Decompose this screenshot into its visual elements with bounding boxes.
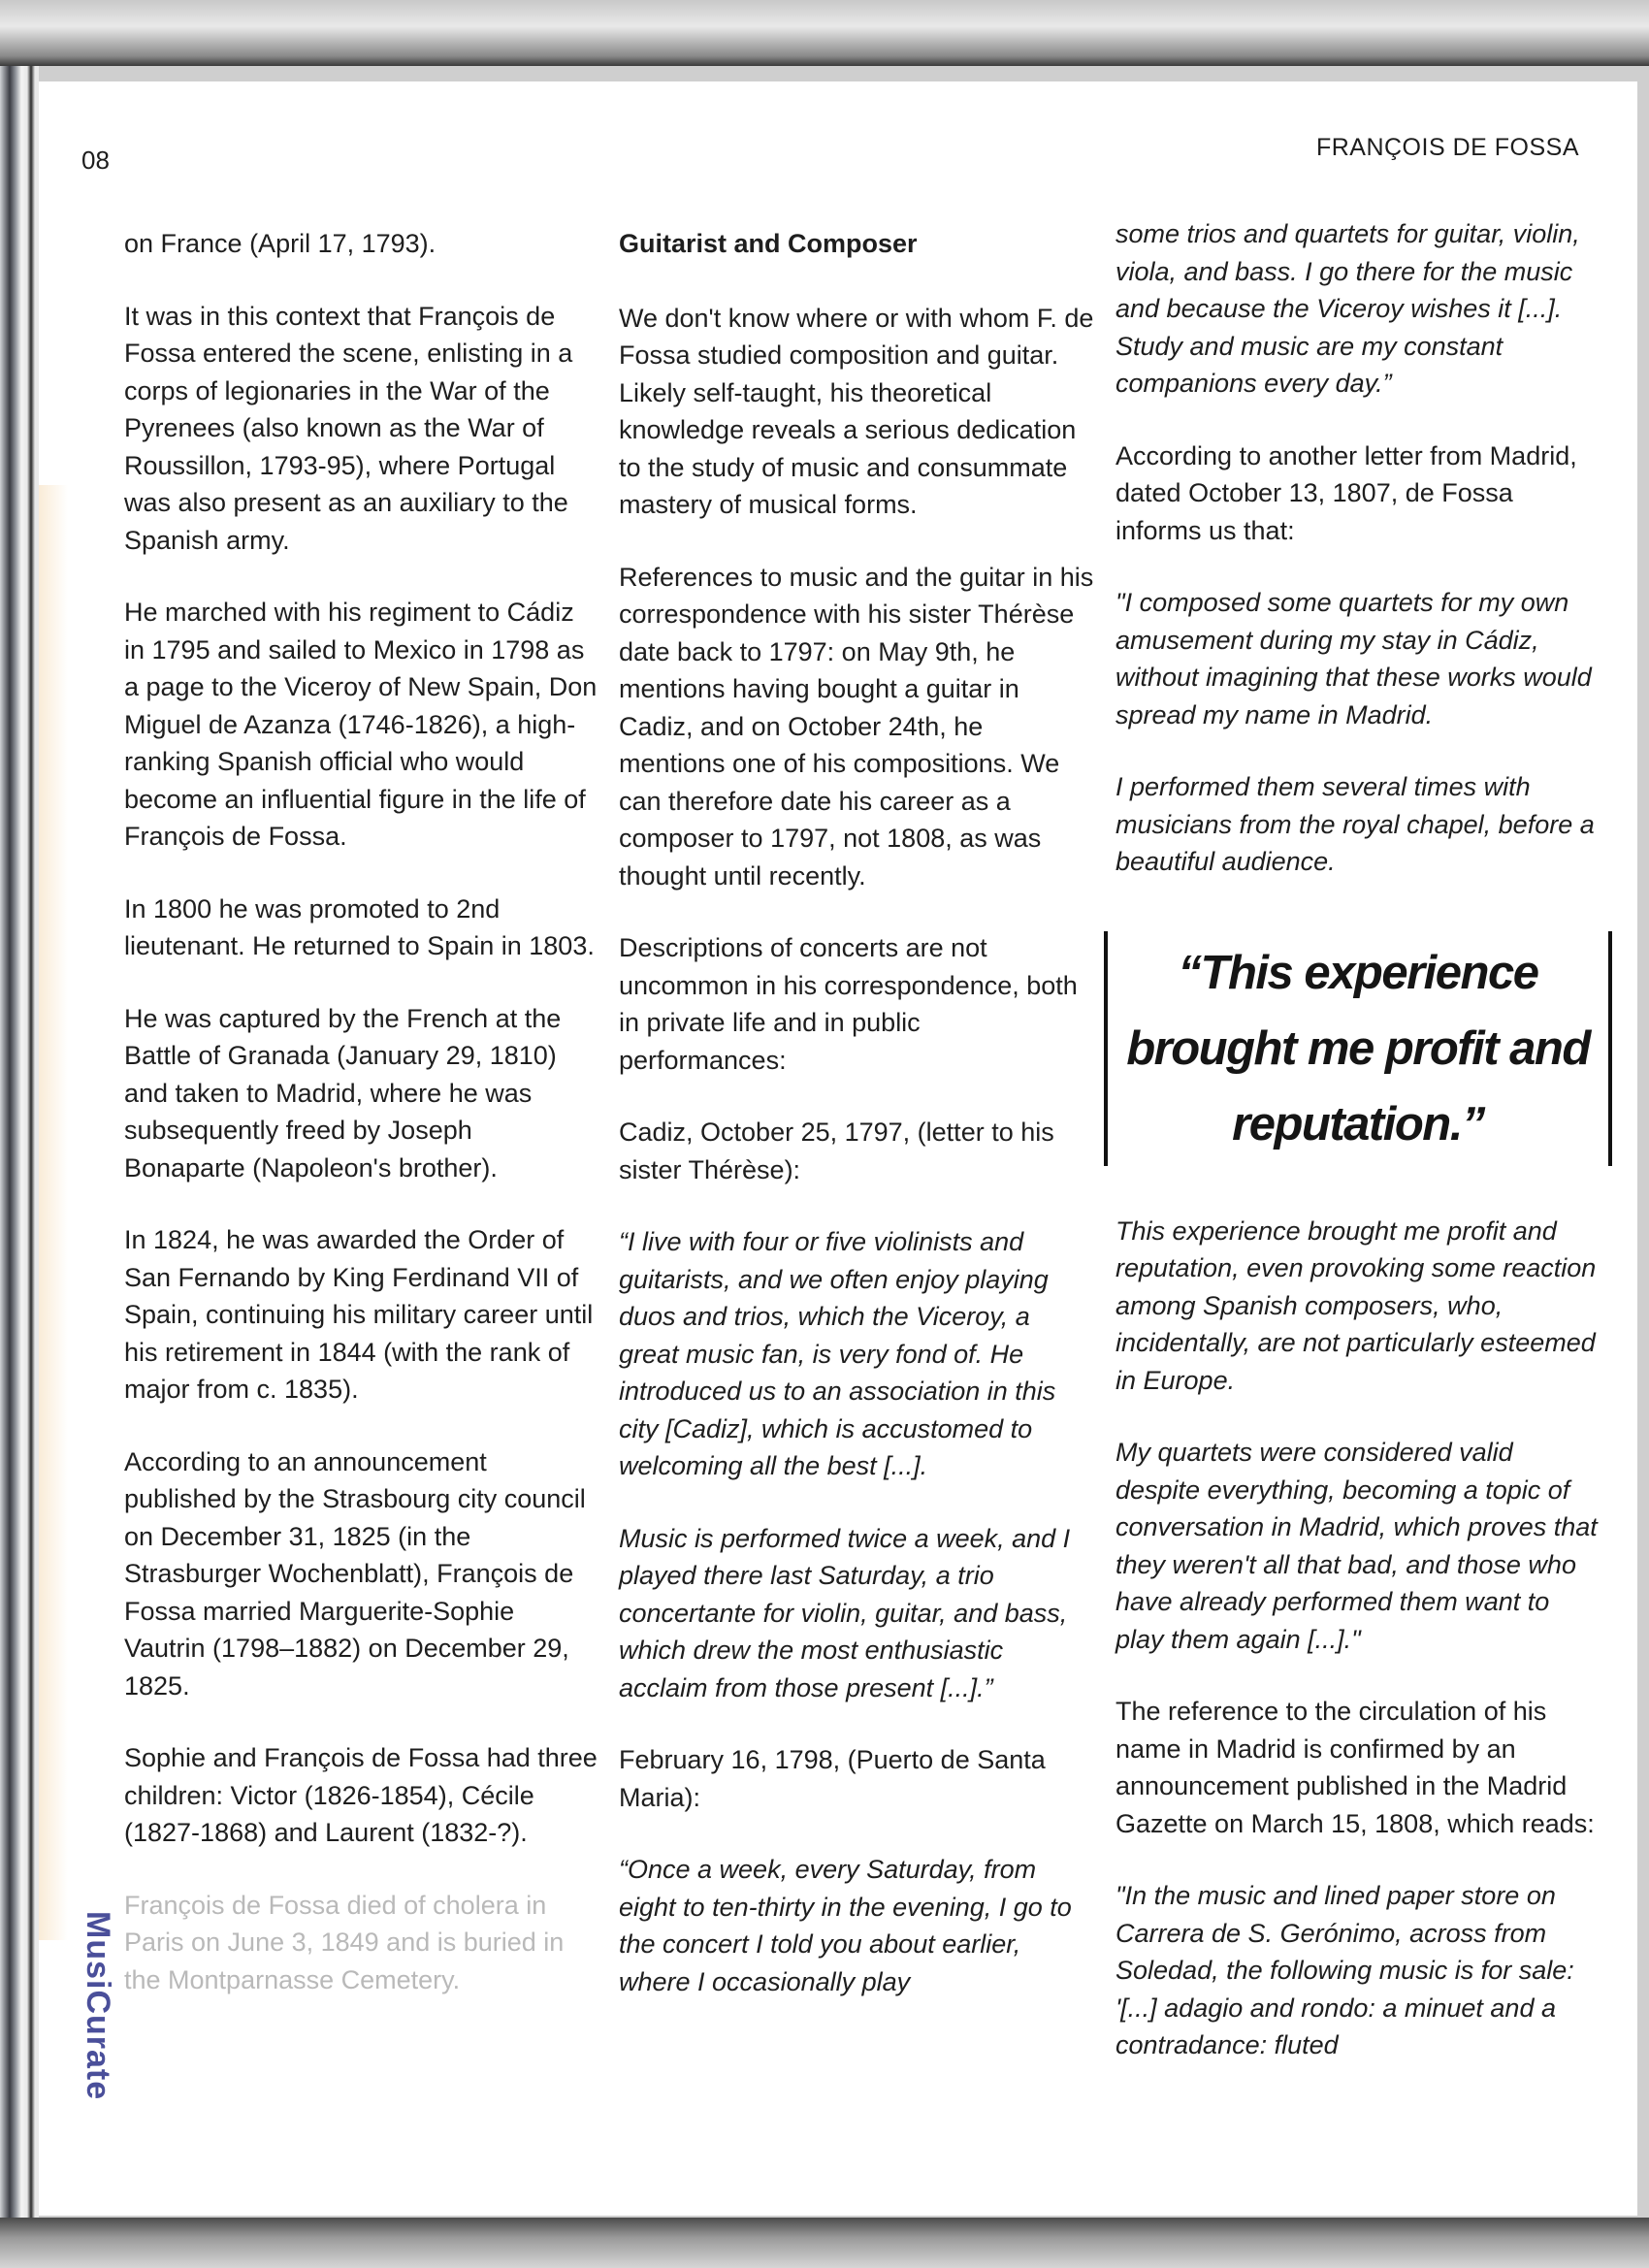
section-heading: Guitarist and Composer [619,229,918,258]
scan-top-edge [0,0,1649,66]
paragraph: Cadiz, October 25, 1797, (letter to his sister Thérèse): [619,1118,1054,1184]
pull-quote: “This experience brought me profit and reputation.” [1104,931,1612,1166]
letter-quote: "I composed some quartets for my own amusement during my stay in Cádiz, without imagining that these works would spread my name in Madrid. [1116,588,1592,729]
letter-quote: Music is performed twice a week, and I played there last Saturday, a trio concertante for violin, guitar, and bass, which drew the most enthusiastic acclaim from those present [...].” [619,1523,1071,1702]
paragraph: In 1824, he was awarded the Order of San Fernando by King Ferdinand VII of Spain, continuing his military career until his retirement in 1844 (with the rank of major from c. 1835). [124,1225,594,1404]
paragraph: According to an announcement published by the Strasbourg city council on December 31, 1825 (in the Strasburger Wochenblatt), François de Fossa married Marguerite-Sophie Vautrin (1798–1882) on December 29, 1825. [124,1446,586,1701]
letter-quote: This experience brought me profit and reputation, even provoking some reaction among Spanish composers, who, incidentally, are not particularly esteemed in Europe. [1116,1215,1597,1395]
paragraph: The reference to the circulation of his name in Madrid is confirmed by an announcement published in the Madrid Gazette on March 15, 1808, which reads: [1116,1697,1595,1838]
letter-quote: My quartets were considered valid despite everything, becoming a topic of conversation in Madrid, which proves that they weren't all that bad, and those who have already performed them want to play them again [...]." [1116,1438,1598,1654]
paragraph: Sophie and François de Fossa had three children: Victor (1826-1854), Cécile (1827-1868) and Laurent (1832-?). [124,1743,598,1847]
paragraph: It was in this context that François de Fossa entered the scene, enlisting in a corps of legionaries in the War of the Pyrenees (also known as the War of Roussillon, 1793-95), where Portugal was also present as an auxiliary to the Spanish army. [124,301,573,555]
letter-quote: “Once a week, every Saturday, from eight to ten-thirty in the evening, I go to the concert I told you about earlier, where I occasionally play [619,1855,1072,1996]
letter-quote: some trios and quartets for guitar, violin, viola, and bass. I go there for the music and because the Viceroy wishes it [...]. Study and music are my constant companions every day.” [1116,219,1580,398]
page-number: 08 [81,146,110,175]
paragraph-faded: François de Fossa died of cholera in Paris on June 3, 1849 and is buried in the Montparnasse Cemetery. [124,1890,565,1994]
scan-bottom-edge [0,2218,1649,2268]
brand-logo: MusiCurate [80,1911,116,2101]
paragraph: References to music and the guitar in his correspondence with his sister Thérèse date back to 1797: on May 9th, he mentions having bought a guitar in Cadiz, and on October 24th, he mentions one of his compositions. We can therefore date his career as a composer to 1797, not 1808, as was thought until recently. [619,562,1094,891]
page-edge-stain [39,485,68,1940]
column-2 [619,225,1094,2035]
letter-quote: I performed them several times with musicians from the royal chapel, before a beautiful audience. [1116,772,1595,876]
paragraph: According to another letter from Madrid, dated October 13, 1807, de Fossa informs us that: [1116,440,1577,545]
paragraph: We don't know where or with whom F. de Fossa studied composition and guitar. Likely self-taught, his theoretical knowledge reveals a serious dedication to the study of music and consummate mastery of musical forms. [619,303,1094,519]
column-3 [1116,219,1600,2099]
running-title: FRANÇOIS DE FOSSA [1315,134,1579,161]
paragraph: He was captured by the French at the Battle of Granada (January 29, 1810) and taken to Madrid, where he was subsequently freed by Joseph Bonaparte (Napoleon's brother). [124,1003,562,1183]
column-1 [124,225,599,2033]
letter-quote: "In the music and lined paper store on Carrera de S. Gerónimo, across from Soledad, the following music is for sale: '[...] adagio and rondo: a minuet and a contradance: fluted [1116,1881,1574,2059]
paragraph: on France (April 17, 1793). [124,229,436,258]
paragraph: Descriptions of concerts are not uncommon in his correspondence, both in private life and in public performances: [619,933,1078,1075]
paragraph: In 1800 he was promoted to 2nd lieutenant. He returned to Spain in 1803. [124,893,595,960]
letter-quote: “I live with four or five violinists and guitarists, and we often enjoy playing duos and trios, which the Viceroy, a great music fan, is very fond of. He introduced us to an association in this city [Cadiz], which is accustomed to welcoming all the best [...]. [619,1227,1056,1480]
paragraph: He marched with his regiment to Cádiz in 1795 and sailed to Mexico in 1798 as a page to the Viceroy of New Spain, Don Miguel de Azanza (1746-1826), a high-ranking Spanish official who would become an influential figure in the life of François de Fossa. [124,598,598,851]
book-spine [0,66,39,2218]
paragraph: February 16, 1798, (Puerto de Santa Maria): [619,1745,1046,1812]
